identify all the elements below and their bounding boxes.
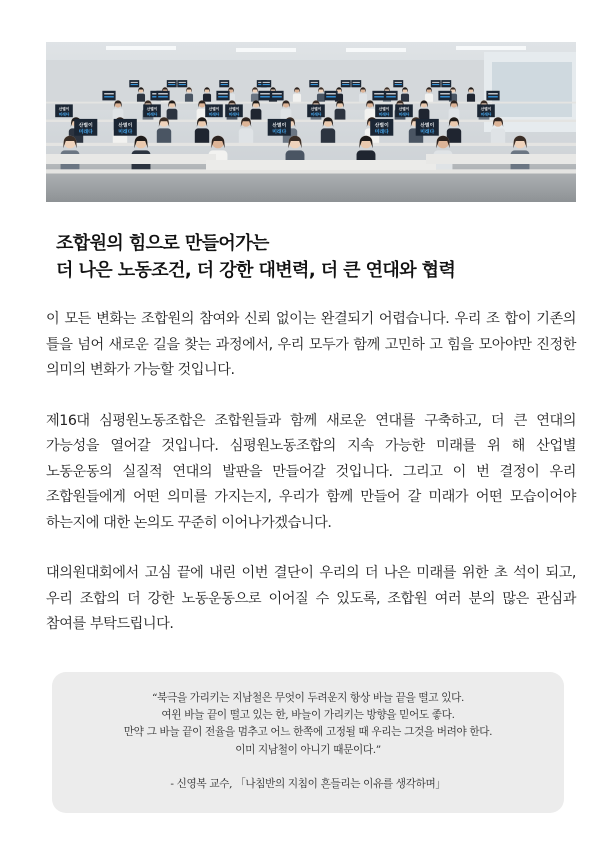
sign-text: 산별이 [146,107,158,112]
protest-sign [309,80,319,87]
protest-sign [431,80,441,87]
protest-sign [486,91,499,101]
protest-sign [261,80,271,87]
body-text [46,307,576,663]
quote-line: 이미 지남철이 아니기 때문이다.” [235,743,381,756]
sign-text: 미래다 [480,112,492,117]
sign-text: 미래다 [378,112,390,117]
paragraph-line: 미래가 어떤 모습이어야 하는지에 대한 논의도 꾸준히 이어나가겠습니다. [46,489,577,531]
protest-sign [393,80,403,87]
sign-text: 미래다 [420,130,435,136]
quote-line: 만약 그 바늘 끝이 전율을 멈추고 어느 한쪽에 고정될 때 우리는 그것을 버려야 한다. [123,726,493,739]
headline-line-1: 조합원의 힘으로 만들어가는 [56,233,269,254]
protest-sign [219,80,229,87]
desk-row [46,102,576,104]
sign-text: 산별이 [420,123,435,129]
protest-sign [177,80,187,87]
protest-sign [441,80,451,87]
protest-sign [395,104,413,117]
sign-text: 미래다 [78,130,93,136]
sign-text: 미래다 [310,112,322,117]
sign-text: 산별이 [228,107,240,112]
protest-sign [416,119,439,136]
sign-text: 미래다 [228,112,240,117]
paragraph-line: 연대의 가능성을 열어갈 것입니다. 심평원노동조합의 지속 가능한 미래를 위 [46,412,577,454]
protest-sign [205,104,223,117]
protest-sign [114,119,137,136]
protest-sign [351,80,361,87]
meeting-photo [46,42,576,202]
protest-sign [370,119,393,136]
desk-row [46,143,576,146]
sign-text: 미래다 [118,130,133,136]
protest-sign [438,91,451,101]
quote-line: “북극을 가리키는 지남철은 무엇이 두려운지 항상 바늘 끝을 떨고 있다. [152,692,464,704]
protest-sign [74,119,97,136]
protest-sign [225,104,243,117]
quote-box [52,672,564,813]
sign-text: 산별이 [378,107,390,112]
protest-sign [143,104,161,117]
paragraph-line: 대의원대회에서 고심 끝에 내린 이번 결단이 우리의 더 나은 미래를 위한 초 [46,565,508,581]
paragraph-1 [46,307,576,384]
paragraph-line: 석이 되고, 우리 조합의 더 강한 노동운동으로 이어질 수 있도록, 조합원 여러 [46,565,576,607]
protest-sign [55,104,73,117]
protest-sign [384,91,397,101]
paragraph-line: 이 모든 변화는 조합원의 참여와 신뢰 없이는 완결되기 어렵습니다. 우리 조 [46,311,500,327]
sign-text: 미래다 [208,112,220,117]
quote-source: - 신영복 교수, 「나침반의 지침이 흔들리는 이유를 생각하며」 [170,777,446,790]
sign-text: 산별이 [480,107,492,112]
meeting-photo-illustration [46,42,576,202]
sign-text: 미래다 [398,112,410,117]
protest-sign [167,80,177,87]
paragraph-3 [46,561,576,638]
protest-sign [307,104,325,117]
sign-text: 산별이 [58,107,70,112]
sign-text: 산별이 [272,123,287,129]
sign-text: 산별이 [208,107,220,112]
quote-line: 여윈 바늘 끝이 떨고 있는 한, 바늘이 가리키는 방향을 믿어도 좋다. [161,709,455,722]
sign-text: 미래다 [272,130,287,136]
paragraph-line: 번 결정이 우리 조합원들에게 어떤 의미를 가지는지, 우리가 함께 만들어 갈 [46,463,577,505]
protest-sign [102,91,115,101]
headline [56,230,586,284]
protest-sign [268,119,291,136]
protest-sign [375,104,393,117]
sign-text: 산별이 [398,107,410,112]
protest-sign [324,91,337,101]
paragraph-line: 합이 기존의 틀을 넘어 새로운 길을 찾는 과정에서, 우리 모두가 함께 고민하 [46,311,576,353]
paragraph-2 [46,409,576,537]
paragraph-line: 분의 많은 관심과 참여를 부탁드립니다. [46,590,577,632]
headline-line-2: 더 나은 노동조건, 더 강한 대변력, 더 큰 연대와 협력 [56,260,456,281]
paragraph-line: 해 산업별 노동운동의 실질적 연대의 발판을 만들어갈 것입니다. 그리고 이 [46,438,576,480]
sign-text: 미래다 [146,112,158,117]
protest-sign [129,80,139,87]
sign-text: 산별이 [118,123,133,129]
paragraph-line: 제16대 심평원노동조합은 조합원들과 함께 새로운 연대를 구축하고, 더 큰 [46,412,527,429]
paragraph-line: 고 힘을 모아야만 진정한 의미의 변화가 가능할 것입니다. [46,336,577,378]
protest-sign [258,91,271,101]
sign-text: 산별이 [78,123,93,129]
protest-sign [341,80,351,87]
protest-sign [270,91,283,101]
sign-text: 산별이 [310,107,322,112]
protest-sign [156,91,169,101]
protest-sign [216,91,229,101]
sign-text: 미래다 [374,130,389,136]
sign-text: 산별이 [374,123,389,129]
sign-text: 미래다 [58,112,70,117]
protest-sign [372,91,385,101]
protest-sign [477,104,495,117]
